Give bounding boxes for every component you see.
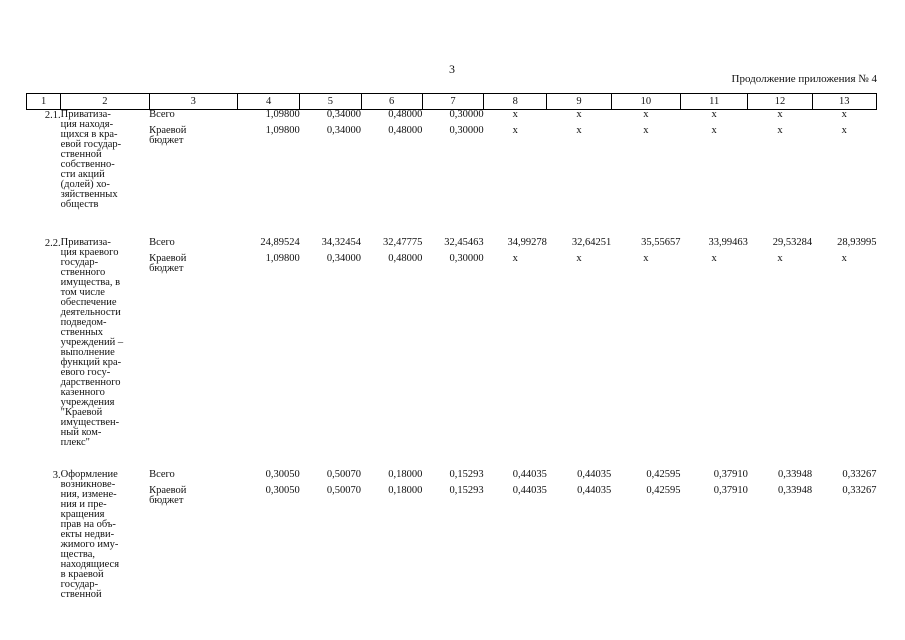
value-total: 0,42595 bbox=[646, 469, 681, 480]
value-cell bbox=[300, 470, 361, 630]
value-cell bbox=[681, 110, 748, 239]
value-total: 34,32454 bbox=[321, 237, 362, 248]
value-total: 28,93995 bbox=[837, 237, 877, 248]
value-cell bbox=[681, 470, 748, 630]
value-cell bbox=[748, 470, 812, 630]
table-row bbox=[27, 238, 877, 470]
value-regional-budget: x bbox=[576, 253, 582, 264]
table-row bbox=[27, 470, 877, 630]
value-regional-budget: 0,33267 bbox=[842, 485, 877, 496]
value-regional-budget: x bbox=[841, 253, 847, 264]
row-number: 3. bbox=[52, 470, 61, 481]
value-cell bbox=[237, 110, 299, 239]
value-cell bbox=[361, 110, 422, 239]
value-regional-budget: 0,37910 bbox=[713, 485, 748, 496]
value-cell bbox=[361, 238, 422, 470]
value-total: x bbox=[512, 109, 518, 120]
column-header-13: 13 bbox=[812, 94, 876, 110]
value-total: x bbox=[841, 109, 847, 120]
source-regional-budget: Краевой бюджет bbox=[149, 485, 187, 506]
value-cell bbox=[422, 110, 483, 239]
value-cell bbox=[748, 238, 812, 470]
value-total: 0,50070 bbox=[326, 469, 362, 480]
value-regional-budget: 0,30000 bbox=[449, 253, 484, 264]
value-regional-budget: 0,30000 bbox=[449, 125, 484, 136]
data-table bbox=[26, 93, 877, 630]
column-header-12: 12 bbox=[748, 94, 812, 110]
value-regional-budget: x bbox=[841, 125, 847, 136]
value-total: x bbox=[711, 109, 717, 120]
value-cell bbox=[748, 110, 812, 239]
value-regional-budget: x bbox=[512, 253, 518, 264]
value-regional-budget: 0,15293 bbox=[449, 485, 484, 496]
value-total: 33,99463 bbox=[708, 237, 748, 248]
source-regional-budget: Краевой бюджет bbox=[149, 253, 187, 274]
value-total: 0,44035 bbox=[512, 469, 547, 480]
value-cell bbox=[611, 238, 680, 470]
column-header-6: 6 bbox=[361, 94, 422, 110]
value-regional-budget: 0,44035 bbox=[512, 485, 547, 496]
column-header-7: 7 bbox=[422, 94, 483, 110]
source-total: Всего bbox=[149, 109, 175, 120]
row-name-text: Приватиза- ция находя- щихся в кра- евой государ- ственной собственно- сти акций (долей) хо- зяйственных обществ bbox=[60, 109, 122, 210]
value-total: 35,55657 bbox=[641, 237, 681, 248]
value-cell bbox=[422, 470, 483, 630]
value-cell bbox=[611, 470, 680, 630]
value-regional-budget: x bbox=[512, 125, 518, 136]
value-cell bbox=[812, 238, 876, 470]
value-regional-budget: 0,42595 bbox=[646, 485, 681, 496]
value-regional-budget: 0,33948 bbox=[777, 485, 813, 496]
value-regional-budget: x bbox=[711, 253, 717, 264]
value-regional-budget: 0,48000 bbox=[388, 125, 423, 136]
value-total: 0,30050 bbox=[265, 469, 300, 480]
source-total: Всего bbox=[149, 237, 175, 248]
value-cell bbox=[484, 110, 547, 239]
column-header-1: 1 bbox=[27, 94, 61, 110]
value-total: 0,44035 bbox=[577, 469, 612, 480]
value-cell bbox=[484, 470, 547, 630]
value-total: 0,48000 bbox=[388, 109, 423, 120]
value-cell bbox=[547, 238, 611, 470]
value-regional-budget: 1,09800 bbox=[265, 125, 300, 136]
value-regional-budget: 1,09800 bbox=[265, 253, 300, 264]
column-header-11: 11 bbox=[681, 94, 748, 110]
value-total: 0,33267 bbox=[842, 469, 877, 480]
row-name-text: Приватиза- ция краевого государ- ственного имущества, в том числе обеспечение деятельности подведом- ственных учреждений – выполнение функций кра- евого госу- дарственного казенного учреждения "Краевой имуществен- ный ком- плекс" bbox=[60, 237, 124, 448]
row-name bbox=[61, 110, 149, 239]
value-cell bbox=[812, 470, 876, 630]
column-header-9: 9 bbox=[547, 94, 611, 110]
funding-source bbox=[149, 470, 237, 630]
column-header-10: 10 bbox=[611, 94, 680, 110]
source-total: Всего bbox=[149, 469, 175, 480]
value-total: 0,33948 bbox=[777, 469, 813, 480]
value-regional-budget: 0,48000 bbox=[388, 253, 423, 264]
value-cell bbox=[484, 238, 547, 470]
value-total: 32,47775 bbox=[382, 237, 423, 248]
value-total: 32,45463 bbox=[444, 237, 484, 248]
value-regional-budget: x bbox=[711, 125, 717, 136]
value-total: x bbox=[777, 109, 783, 120]
value-cell bbox=[547, 470, 611, 630]
value-regional-budget: 0,30050 bbox=[265, 485, 300, 496]
value-total: 24,89524 bbox=[260, 237, 300, 248]
funding-source bbox=[149, 238, 237, 470]
value-regional-budget: 0,34000 bbox=[326, 253, 362, 264]
value-cell bbox=[812, 110, 876, 239]
value-regional-budget: 0,18000 bbox=[388, 485, 423, 496]
value-regional-budget: x bbox=[576, 125, 582, 136]
value-cell bbox=[300, 110, 361, 239]
column-header-3: 3 bbox=[149, 94, 237, 110]
value-cell bbox=[547, 110, 611, 239]
column-header-8: 8 bbox=[484, 94, 547, 110]
value-total: 34,99278 bbox=[507, 237, 547, 248]
column-header-5: 5 bbox=[300, 94, 361, 110]
value-cell bbox=[361, 470, 422, 630]
column-header-2: 2 bbox=[61, 94, 149, 110]
page-number: 3 bbox=[449, 62, 455, 76]
value-total: 29,53284 bbox=[772, 237, 813, 248]
value-cell bbox=[300, 238, 361, 470]
value-total: 0,18000 bbox=[388, 469, 423, 480]
value-regional-budget: x bbox=[643, 253, 649, 264]
value-cell bbox=[611, 110, 680, 239]
value-total: 32,64251 bbox=[571, 237, 612, 248]
value-total: 0,15293 bbox=[449, 469, 484, 480]
value-regional-budget: 0,44035 bbox=[577, 485, 612, 496]
value-total: 1,09800 bbox=[265, 109, 300, 120]
value-cell bbox=[422, 238, 483, 470]
header-row bbox=[27, 94, 877, 110]
column-header-4: 4 bbox=[237, 94, 299, 110]
row-name bbox=[61, 470, 149, 630]
funding-source bbox=[149, 110, 237, 239]
value-total: 0,37910 bbox=[713, 469, 748, 480]
row-name-text: Оформление возникнове- ния, измене- ния и пре- кращения прав на объ- екты недви- жимого иму- щества, находящиеся в краевой государ- ственной bbox=[60, 469, 120, 600]
value-cell bbox=[237, 470, 299, 630]
value-cell bbox=[681, 238, 748, 470]
value-regional-budget: x bbox=[777, 125, 783, 136]
row-number: 2.1. bbox=[44, 110, 61, 121]
continuation-label: Продолжение приложения № 4 bbox=[731, 73, 877, 85]
value-regional-budget: x bbox=[643, 125, 649, 136]
value-cell bbox=[237, 238, 299, 470]
value-total: 0,30000 bbox=[449, 109, 484, 120]
value-regional-budget: x bbox=[777, 253, 783, 264]
value-total: x bbox=[576, 109, 582, 120]
row-name bbox=[61, 238, 149, 470]
value-total: 0,34000 bbox=[326, 109, 362, 120]
table-row bbox=[27, 110, 877, 239]
row-number: 2.2. bbox=[44, 238, 61, 249]
value-regional-budget: 0,34000 bbox=[326, 125, 362, 136]
value-regional-budget: 0,50070 bbox=[326, 485, 362, 496]
source-regional-budget: Краевой бюджет bbox=[149, 125, 187, 146]
value-total: x bbox=[643, 109, 649, 120]
